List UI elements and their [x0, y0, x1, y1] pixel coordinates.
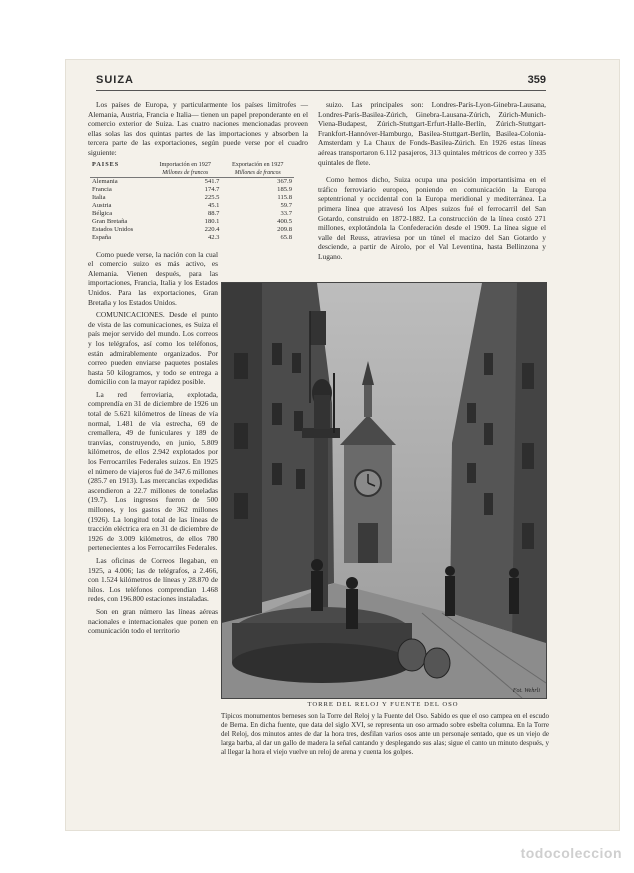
export-cell: 115.8: [277, 193, 292, 201]
export-cell: 209.8: [277, 225, 292, 233]
table-row: [90, 177, 294, 186]
trade-table: [90, 161, 294, 242]
export-cell: 33.7: [280, 209, 292, 217]
left-paragraph: Son en gran número las líneas aéreas nacionales e internacionales que ponen en comunicación todo el territorio: [88, 606, 218, 636]
country-cell: Italia: [92, 193, 106, 201]
import-cell: 225.5: [204, 193, 220, 201]
section-title: SUIZA: [96, 74, 134, 86]
left-paragraph: Las oficinas de Correos llegaban, en 1925, a 4.006; las de telégrafos, a 2.466, con 1.524 kilómetros de líneas y 28.870 de hilos. Los teléfonos comprendían 1.468 redes, con 196.800 estaciones instaladas.: [88, 555, 218, 604]
export-cell: 185.9: [277, 185, 292, 193]
left-paragraph: COMUNICACIONES. Desde el punto de vista de las comunicaciones, es Suiza el país mejor servido del mundo. Los correos y los telégrafos, así como los teléfonos, están admirablemente organizados. Por correo pueden enviarse paquetes postales hasta 50 kilogramos, y todo se entrega a domicilio con la mayor rapidez posible.: [88, 310, 218, 387]
page-number: 359: [527, 74, 546, 86]
import-cell: 180.1: [204, 217, 220, 225]
import-cell: 45.1: [207, 201, 220, 209]
table-row: [90, 186, 294, 194]
trade-table-units: [90, 169, 294, 178]
col-import: Importación en 1927: [159, 160, 212, 168]
import-cell: 220.4: [204, 225, 220, 233]
photo-credit: Fot. Wehrli: [512, 688, 540, 694]
clock-tower-photo: [221, 282, 547, 699]
photo-illustration: [222, 283, 546, 698]
page-header: [96, 68, 546, 91]
units-blank: [90, 169, 149, 178]
trade-table-header: [90, 161, 294, 169]
table-row: [90, 202, 294, 210]
country-cell: Gran Bretaña: [92, 217, 128, 225]
country-cell: España: [92, 233, 112, 241]
export-cell: 367.9: [221, 177, 294, 186]
table-row: [90, 210, 294, 218]
right-column: [318, 100, 546, 270]
right-paragraph: suizo. Las principales son: Londres-París-Lyon-Ginebra-Lausana, Londres-París-Basilea-Zúrich, Ginebra-Lausana-Zúrich, Zúrich-Munich-Viena-Budapest, Zúrich-Stuttgart-Erfurt-Halle-Berlín, Zúrich-Stuttgart-Frankfort-Hannóver-Hamburgo, Basilea-Stuttgart-Berlín, Basilea-Colonia-Amsterdam y La Chaux de Fonds-Basilea-Zúrich. En 1926 estas líneas aéreas transportaron 6.112 pasajeros, 313 quintales métricos de correo y 335 quintales de flete.: [318, 100, 546, 167]
col-export: Exportación en 1927: [231, 160, 284, 168]
country-cell: Estados Unidos: [92, 225, 134, 233]
photo-caption-title: TORRE DEL RELOJ Y FUENTE DEL OSO: [307, 701, 459, 708]
country-cell: Francia: [92, 185, 112, 193]
intro-paragraph: Los países de Europa, y particularmente los países limítrofes —Alemania, Austria, Francia e Italia— tienen un papel preponderante en el comercio exterior de Suiza. Las cuatro naciones mencionadas proveen ellas solas las dos quintas partes de las importaciones y absorben la tercera parte de las exportaciones, según puede verse por el cuadro siguiente:: [88, 100, 308, 157]
left-paragraph: La red ferroviaria, explotada, comprendía en 31 de diciembre de 1926 un total de 5.621 kilómetros de líneas de vía normal, 1.481 de vía estrecha, 69 de cremallera, 49 de funiculares y 189 de tranvías, construyendo, en junio, 5.809 kilómetros, de ellos 2.942 explotados por los Ferrocarriles Federales suizos. En 1925 el número de viajeros fué de 347.6 millones (285.7 en 1913). Las mercancías expedidas ascendieron a 22.7 millones de toneladas (19.7). Los ingresos fueron de 500 millones, y los gastos de 362 millones (1926). La longitud total de las líneas de tracción eléctrica era en 31 de diciembre de 1926 de 3.009 kilómetros, de ellos 780 pertenecientes a los Ferrocarriles Federales.: [88, 389, 218, 553]
country-cell: Alemania: [90, 177, 149, 186]
watermark: todocoleccion: [520, 845, 622, 861]
trade-table-body: [90, 177, 294, 242]
right-paragraph: Como hemos dicho, Suiza ocupa una posición importantísima en el tráfico ferroviario europeo, poniendo en comunicación la Europa septentrional y occidental con la Europa meridional y mediterránea. La primera línea que atravesó los Alpes suizos fué el ferrocarril del San Gotardo, construido en 1872-1882. La construcción de la línea costó 271 millones, explotándola la Confederación desde el 1909. La línea sigue el valle del Reuss, atraviesa por un túnel el macizo del San Gotardo y desciende, a partir de Airolo, por el Val Leventina, hasta Bellinzona y Lugano.: [318, 175, 546, 261]
import-cell: 174.7: [204, 185, 220, 193]
export-cell: 59.7: [280, 201, 292, 209]
units-import: Millones de francos: [162, 169, 209, 176]
units-export: Millones de francos: [234, 169, 281, 176]
table-row: [90, 218, 294, 226]
photo-caption: Típicos monumentos berneses son la Torre del Reloj y la Fuente del Oso. Sabido es que el oso campea en el escudo de Berna. En dicha fuente, que data del siglo XVI, se representa un oso armado sobre esbelta columna. En la Torre del Reloj, dos minutos antes de dar la hora tres, desfilan varios osos ante un personaje sentado, que es un viejo de larga barba, al dar un gallo de madera la señal cantando y desplegando sus alas; sigue el canto un minuto después, y al llegar la hora el viejo vuelve un reloj de arena y cuenta los golpes.: [221, 712, 549, 756]
table-row: [90, 234, 294, 242]
col-paises: PAISES: [92, 160, 120, 168]
table-row: [90, 194, 294, 202]
import-cell: 42.3: [207, 233, 220, 241]
import-cell: 541.7: [149, 177, 221, 186]
export-cell: 65.8: [280, 233, 292, 241]
country-cell: Bélgica: [92, 209, 113, 217]
export-cell: 400.5: [277, 217, 292, 225]
country-cell: Austria: [92, 201, 112, 209]
import-cell: 88.7: [207, 209, 220, 217]
table-row: [90, 226, 294, 234]
left-paragraph: Como puede verse, la nación con la cual el comercio suizo es más activo, es Alemania. Vienen después, para las importaciones, Francia, Italia y los Estados Unidos. Para las exportaciones, Gran Bretaña y los Estados Unidos.: [88, 249, 218, 307]
